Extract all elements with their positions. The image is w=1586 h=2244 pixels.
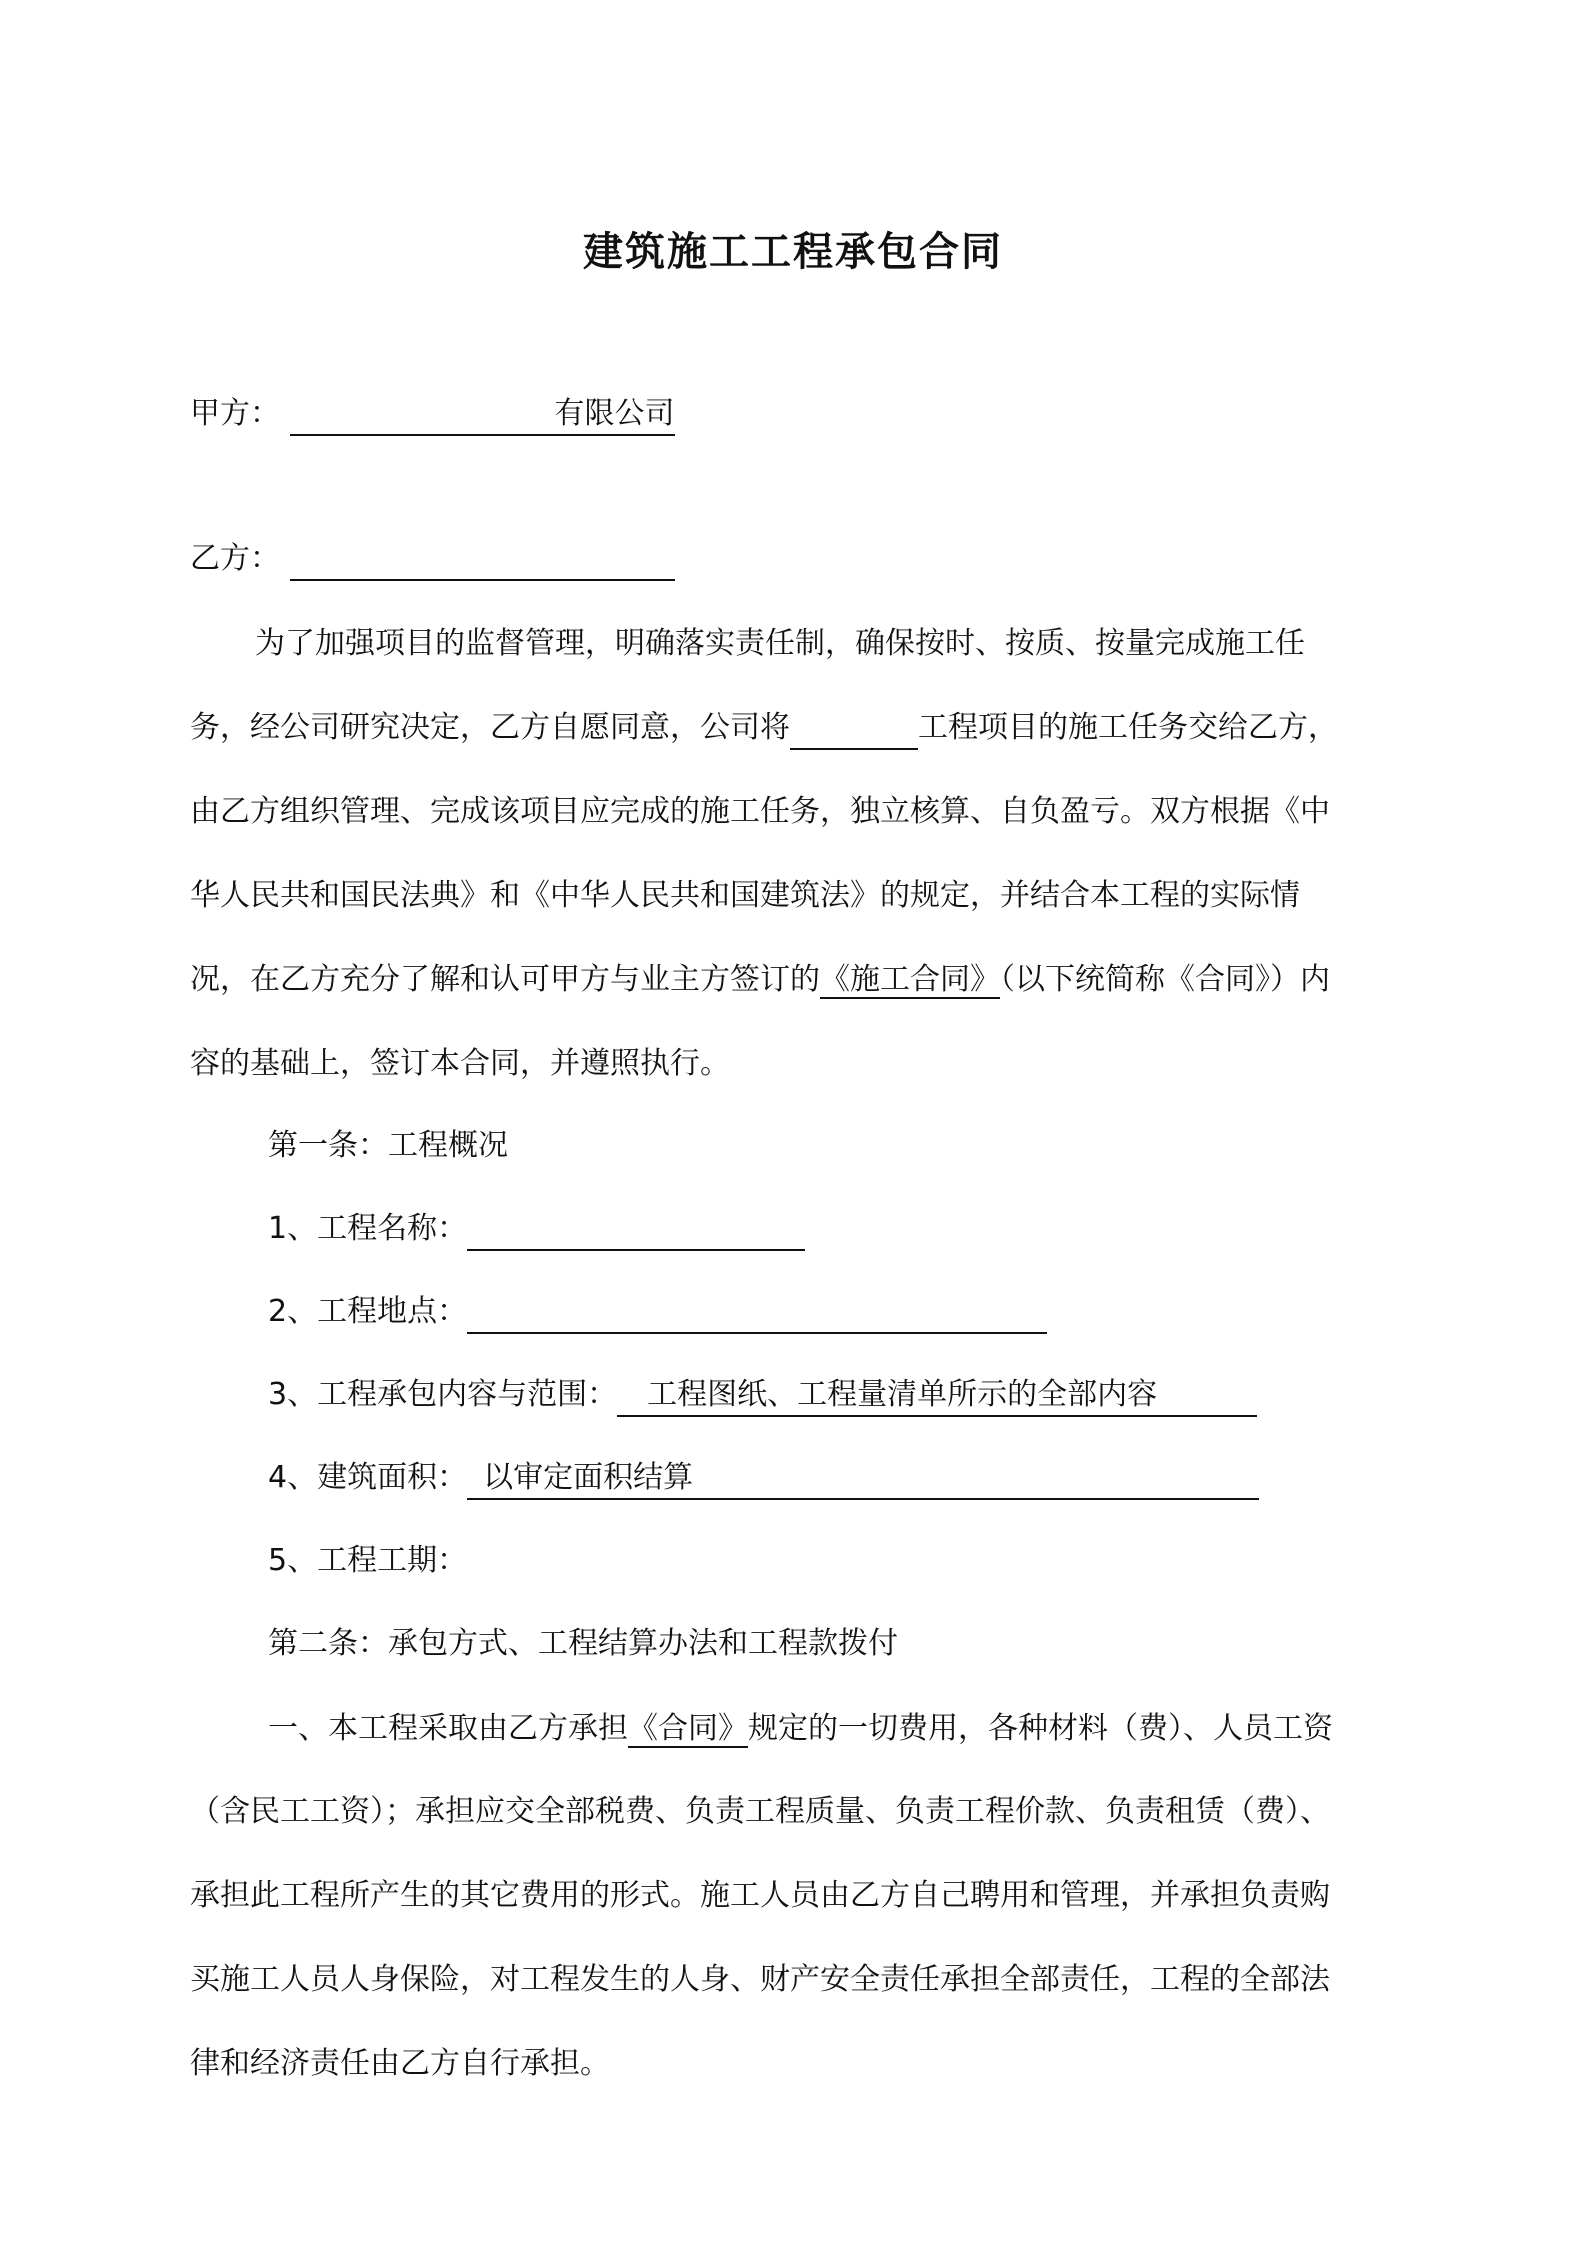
intro-line-1: 为了加强项目的监督管理，明确落实责任制，确保按时、按质、按量完成施工任 [255, 626, 1305, 661]
article-2-line-1-pre: 一、本工程采取由乙方承担 [268, 1711, 628, 1746]
scope-field[interactable] [617, 1373, 1257, 1417]
document-title: 建筑施工工程承包合同 [583, 229, 1003, 275]
intro-line-5 [190, 958, 1330, 1002]
party-a-line [190, 392, 675, 436]
project-name-label: 1、工程名称： [268, 1211, 468, 1246]
party-b-label: 乙方： [190, 541, 280, 576]
article-2-line-1-post: 规定的一切费用，各种材料（费）、人员工资 [748, 1711, 1333, 1746]
party-b-line [190, 537, 675, 581]
intro-line-2-pre: 务，经公司研究决定，乙方自愿同意，公司将 [190, 710, 790, 745]
construction-contract-ref: 《施工合同》 [820, 962, 1000, 997]
building-area-line [268, 1456, 1259, 1500]
article-2-line-2: （含民工工资）；承担应交全部税费、负责工程质量、负责工程价款、负责租赁（费）、 [190, 1794, 1330, 1829]
article-2-line-3: 承担此工程所产生的其它费用的形式。施工人员由乙方自己聘用和管理，并承担负责购 [190, 1878, 1330, 1913]
intro-line-5-post: （以下统简称《合同》）内 [1000, 962, 1330, 997]
intro-line-5-pre: 况，在乙方充分了解和认可甲方与业主方签订的 [190, 962, 820, 997]
project-location-field[interactable] [467, 1290, 1047, 1334]
intro-line-6: 容的基础上，签订本合同，并遵照执行。 [190, 1046, 730, 1081]
intro-line-4: 华人民共和国民法典》和《中华人民共和国建筑法》的规定，并结合本工程的实际情 [190, 878, 1300, 913]
intro-line-2-post: 工程项目的施工任务交给乙方， [918, 710, 1338, 745]
project-name-line [268, 1207, 805, 1251]
building-area-value: 以审定面积结算 [483, 1460, 694, 1495]
article-2-line-5: 律和经济责任由乙方自行承担。 [190, 2046, 610, 2081]
intro-line-3: 由乙方组织管理、完成该项目应完成的施工任务，独立核算、自负盈亏。双方根据《中 [190, 794, 1330, 829]
article-2-heading: 第二条：承包方式、工程结算办法和工程款拨付 [268, 1626, 898, 1661]
article-1-heading: 第一条：工程概况 [268, 1128, 508, 1163]
construction-period-line: 5、工程工期： [268, 1543, 468, 1578]
intro-line-2 [190, 706, 1338, 750]
project-name-blank[interactable] [790, 710, 918, 750]
project-location-label: 2、工程地点： [268, 1294, 468, 1329]
party-a-suffix: 有限公司 [554, 396, 675, 431]
building-area-label: 4、建筑面积： [268, 1460, 468, 1495]
project-name-field[interactable] [467, 1207, 805, 1251]
party-a-label: 甲方： [190, 396, 280, 431]
party-a-field[interactable] [290, 392, 675, 436]
scope-label: 3、工程承包内容与范围： [268, 1377, 618, 1412]
article-2-line-4: 买施工人员人身保险，对工程发生的人身、财产安全责任承担全部责任，工程的全部法 [190, 1962, 1330, 1997]
contract-ref: 《合同》 [628, 1711, 748, 1746]
building-area-field[interactable] [467, 1456, 1259, 1500]
project-location-line [268, 1290, 1047, 1334]
article-2-line-1 [268, 1707, 1333, 1751]
scope-line [268, 1373, 1257, 1417]
party-b-field[interactable] [290, 537, 675, 581]
scope-value: 工程图纸、工程量清单所示的全部内容 [647, 1377, 1158, 1412]
